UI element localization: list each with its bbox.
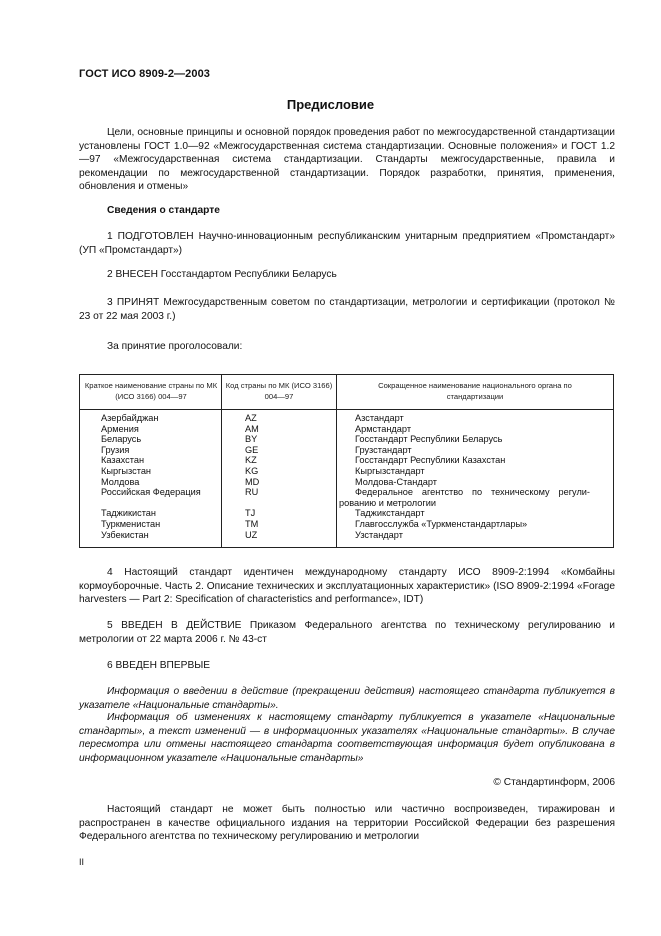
country-code: AZ <box>245 413 257 423</box>
country-code: TJ <box>245 508 256 519</box>
standards-body: Федеральное агентство по техническому регули- <box>355 487 590 498</box>
country-name: Армения <box>101 423 139 434</box>
standards-body-continuation: рованию и метрологии <box>339 497 436 508</box>
table-row <box>80 445 613 456</box>
countries-table <box>79 374 614 548</box>
item-5: 5 ВВЕДЕН В ДЕЙСТВИЕ Приказом Федерального агентства по техническому регулированию и метрологии от 22 марта 2006 г. № 43-ст <box>79 620 615 645</box>
table-row <box>80 434 613 445</box>
page-number: II <box>79 857 85 867</box>
country-name: Грузия <box>101 444 130 455</box>
header-divider <box>80 409 613 410</box>
vote-intro: За принятие проголосовали: <box>107 341 243 352</box>
header-country: Краткое наименование страны по МК (ИСО 3166) 004—97 <box>84 381 218 401</box>
section-heading: Сведения о стандарте <box>107 205 220 216</box>
info-publication: Информация о введении в действие (прекращении действия) настоящего стандарта публикуется в указателе «Национальные стандарты». <box>79 686 615 711</box>
country-code: BY <box>245 434 258 445</box>
standards-body: Таджикстандарт <box>355 508 425 519</box>
standards-body: Госстандарт Республики Казахстан <box>355 455 506 466</box>
standards-body: Грузстандарт <box>355 444 412 455</box>
country-code: TM <box>245 519 259 529</box>
table-row <box>80 466 613 477</box>
page-title: Предисловие <box>286 97 375 112</box>
country-name: Узбекистан <box>101 529 149 540</box>
standards-body: Армстандарт <box>355 423 412 434</box>
country-code: GE <box>245 444 259 455</box>
country-name: Азербайджан <box>101 413 159 423</box>
reproduction-notice: Настоящий стандарт не может быть полностью или частично воспроизведен, тиражирован и распространен в качестве официального издания на территории Российской Федерации без разрешения Федерального агентства по техническому регулированию и метрологии <box>79 804 615 842</box>
info-changes: Информация об изменениях к настоящему стандарту публикуется в указателе «Национальные стандарты», а текст изменений — в информационных указателях «Национальные стандарты». В случае пересмотра или отмены настоящего стандарта соответствующая информация будет опубликована в информационном указателе «Национальные стандарты» <box>79 712 615 764</box>
country-code: MD <box>245 476 260 487</box>
standards-body: Госстандарт Республики Беларусь <box>355 434 503 445</box>
intro-paragraph: Цели, основные принципы и основной порядок проведения работ по межгосударственной стандартизации установлены ГОСТ 1.0—92 «Межгосударственная система стандартизации. Основные положения» и ГОСТ 1.2—97 «Межгосударственная система стандартизации. Стандарты межгосударственные, правила и рекомендации по межгосударственной стандартизации. Порядок разработки, принятия, применения, обновления и отмены» <box>79 127 615 192</box>
country-name: Кыргызстан <box>101 466 152 476</box>
country-name: Казахстан <box>101 455 145 466</box>
table-row <box>80 455 613 466</box>
country-code: AM <box>245 423 259 434</box>
country-code: KZ <box>245 455 257 466</box>
table-row <box>80 477 613 488</box>
table-row-continuation <box>80 498 613 509</box>
country-name: Беларусь <box>101 434 142 445</box>
country-name: Молдова <box>101 476 140 487</box>
table-row <box>80 413 613 424</box>
standards-body: Азстандарт <box>355 413 404 423</box>
standards-body: Молдова-Стандарт <box>355 476 437 487</box>
table-row <box>80 530 613 541</box>
item-4: 4 Настоящий стандарт идентичен международному стандарту ИСО 8909-2:1994 «Комбайны кормоуборочные. Часть 2. Описание технических и эксплуатационных характеристик» (ISO 8909-2:1994 «Forage harvesters — Part 2: Specification of characteristics and performance», IDT) <box>79 567 615 605</box>
table-row <box>80 487 613 498</box>
header-body: Сокращенное наименование национального органа по стандартизации <box>378 381 572 401</box>
country-code: UZ <box>245 529 258 540</box>
standards-body: Главгосслужба «Туркменстандартлары» <box>355 519 528 529</box>
item-1: 1 ПОДГОТОВЛЕН Научно-инновационным республиканским унитарным предприятием «Промстандарт» (УП «Промстандарт») <box>79 231 615 256</box>
standards-body: Узстандарт <box>355 529 403 540</box>
doc-code: ГОСТ ИСО 8909-2—2003 <box>79 68 211 80</box>
copyright: © Стандартинформ, 2006 <box>493 777 615 788</box>
standards-body: Кыргызстандарт <box>355 466 425 476</box>
country-name: Таджикистан <box>101 508 156 519</box>
item-3: 3 ПРИНЯТ Межгосударственным советом по стандартизации, метрологии и сертификации (протокол № 23 от 22 мая 2003 г.) <box>79 297 615 322</box>
item-2: 2 ВНЕСЕН Госстандартом Республики Беларусь <box>107 269 337 280</box>
header-code: Код страны по МК (ИСО 3166) 004—97 <box>225 381 333 401</box>
country-code: KG <box>245 466 259 476</box>
country-name: Российская Федерация <box>101 487 201 498</box>
table-row <box>80 519 613 530</box>
country-name: Туркменистан <box>101 519 161 529</box>
table-row <box>80 508 613 519</box>
table-row <box>80 424 613 435</box>
item-6: 6 ВВЕДЕН ВПЕРВЫЕ <box>107 660 211 671</box>
country-code: RU <box>245 487 259 498</box>
